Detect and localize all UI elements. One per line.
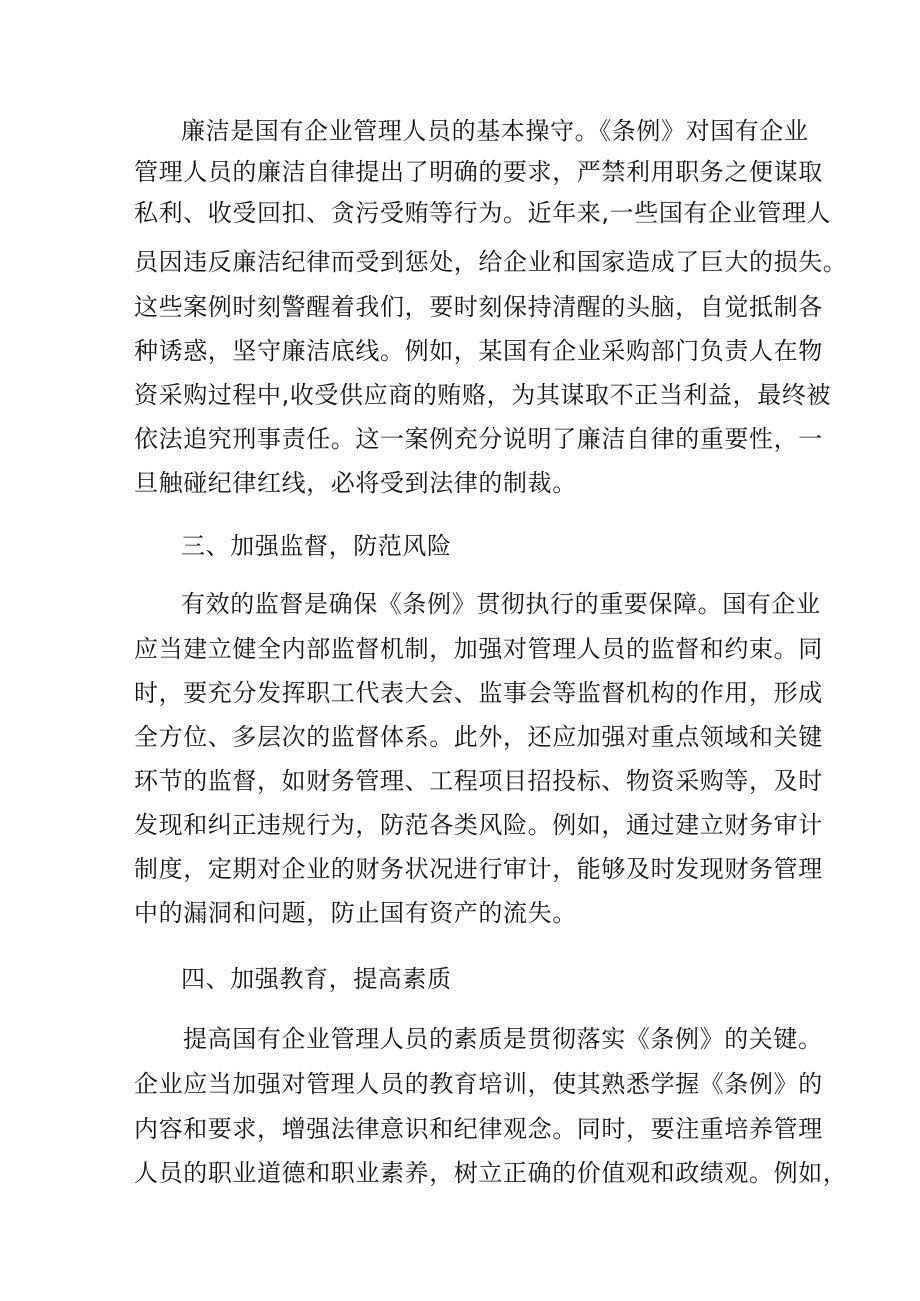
text-line: 依法追究刑事责任。这一案例充分说明了廉洁自律的重要性，一	[134, 425, 823, 453]
text-line: 环节的监督，如财务管理、工程项目招投标、物资采购等，及时	[134, 767, 823, 795]
text-line: 种诱惑，坚守廉洁底线。例如，某国有企业采购部门负责人在物	[134, 337, 823, 365]
text-line: 企业应当加强对管理人员的教育培训，使其熟悉学握《条例》的	[134, 1070, 823, 1098]
text-line: 有效的监督是确保《条例》贯彻执行的重要保障。国有企业	[181, 590, 821, 618]
text-line: 人员的职业道德和职业素养，树立正确的价值观和政绩观。例如，	[134, 1159, 848, 1187]
text-line: 全方位、多层次的监督体系。此外，还应加强对重点领域和关键	[134, 723, 823, 751]
text-line: 发现和纠正违规行为，防范各类风险。例如，通过建立财务审计	[134, 811, 823, 839]
text-line: 应当建立健全内部监督机制，加强对管理人员的监督和约束。同	[134, 635, 823, 663]
text-line: 管理人员的廉洁自律提出了明确的要求，严禁利用职务之便谋取	[134, 158, 823, 186]
section-heading: 四、加强教育，提高素质	[181, 965, 452, 993]
text-line: 员因违反廉洁纪律而受到惩处，给企业和国家造成了巨大的损失。	[134, 248, 848, 276]
text-line: 中的漏洞和问题，防止国有资产的流失。	[134, 899, 577, 927]
text-line: 旦触碰纪律红线，必将受到法律的制裁。	[134, 469, 577, 497]
text-line: 资采购过程中,收受供应商的贿赂，为其谋取不正当利益，最终被	[134, 381, 832, 409]
text-line: 制度，定期对企业的财务状况进行审计，能够及时发现财务管理	[134, 855, 823, 883]
text-line: 内容和要求，增强法律意识和纪律观念。同时，要注重培养管理	[134, 1115, 823, 1143]
text-line: 私利、收受回扣、贪污受贿等行为。近年来,一些国有企业管理人	[134, 199, 832, 227]
text-line: 提高国有企业管理人员的素质是贯彻落实《条例》的关键。	[183, 1025, 823, 1053]
text-line: 这些案例时刻警醒着我们，要时刻保持清醒的头脑，自觉抵制各	[134, 293, 823, 321]
text-line: 时，要充分发挥职工代表大会、监事会等监督机构的作用，形成	[134, 679, 823, 707]
section-heading: 三、加强监督，防范风险	[181, 532, 452, 560]
text-line: 廉洁是国有企业管理人员的基本操守。《条例》对国有企业	[181, 117, 809, 145]
